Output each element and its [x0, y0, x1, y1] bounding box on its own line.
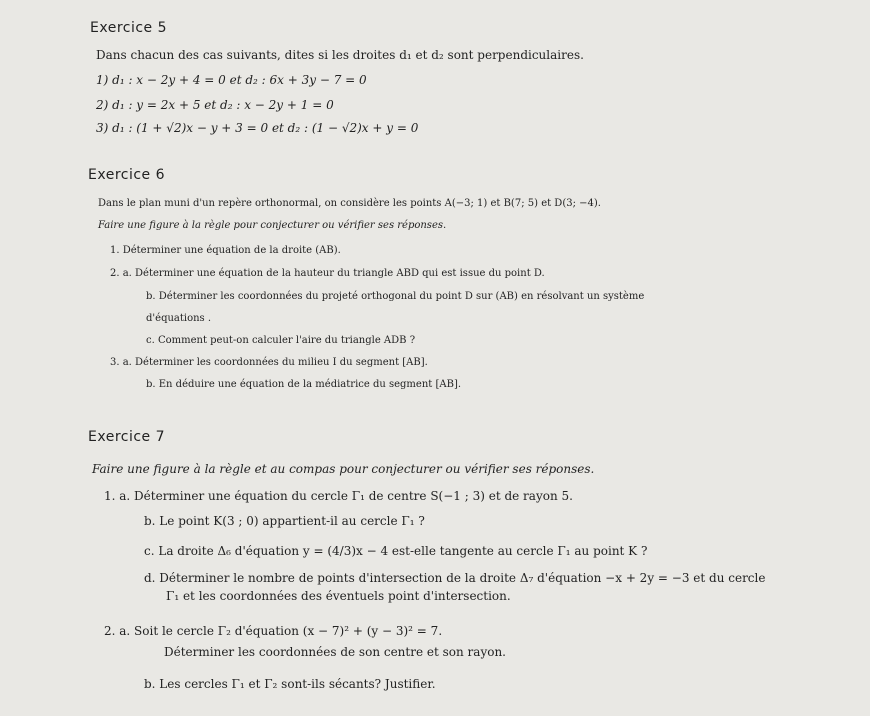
exercise-7-title: Exercice 7 — [88, 429, 166, 445]
exercise-5-q3: 3) d₁ : (1 + √2)x − y + 3 = 0 et d₂ : (1 − √2)x + y = 0 — [96, 121, 419, 135]
exercise-6-q2b-continued: d'équations . — [146, 313, 212, 324]
exercise-6-q3a: 3. a. Déterminer les coordonnées du milieu I du segment [AB]. — [110, 357, 428, 368]
exercise-5-title: Exercice 5 — [90, 20, 168, 36]
exercise-7-q1c: c. La droite Δ₆ d'équation y = (4/3)x − 4 est-elle tangente au cercle Γ₁ au point K ? — [144, 544, 648, 558]
exercise-7-instruction: Faire une figure à la règle et au compas pour conjecturer ou vérifier ses réponses. — [92, 462, 595, 476]
exercise-7-q1d-continued: Γ₁ et les coordonnées des éventuels point d'intersection. — [166, 589, 511, 603]
exercise-7-q2a: 2. a. Soit le cercle Γ₂ d'équation (x − 7)² + (y − 3)² = 7. — [104, 624, 443, 638]
exercise-5-q1: 1) d₁ : x − 2y + 4 = 0 et d₂ : 6x + 3y − 7 = 0 — [96, 73, 367, 87]
exercise-7-q1d: d. Déterminer le nombre de points d'intersection de la droite Δ₇ d'équation −x + 2y = −3 et du cercle — [144, 571, 766, 585]
exercise-6-intro: Dans le plan muni d'un repère orthonormal, on considère les points A(−3; 1) et B(7; 5) et D(3; −4). — [98, 198, 601, 209]
exercise-7-q1b: b. Le point K(3 ; 0) appartient-il au cercle Γ₁ ? — [144, 514, 425, 528]
exercise-7-q1a: 1. a. Déterminer une équation du cercle Γ₁ de centre S(−1 ; 3) et de rayon 5. — [104, 489, 573, 503]
exercise-6-q2b: b. Déterminer les coordonnées du projeté orthogonal du point D sur (AB) en résolvant un système — [146, 291, 645, 302]
exercise-6-title: Exercice 6 — [88, 167, 166, 183]
exercise-6-instruction: Faire une figure à la règle pour conjecturer ou vérifier ses réponses. — [98, 220, 447, 231]
exercise-6-q3b: b. En déduire une équation de la médiatrice du segment [AB]. — [146, 379, 462, 390]
exercise-6-q1: 1. Déterminer une équation de la droite (AB). — [110, 245, 341, 256]
exercise-6-q2c: c. Comment peut-on calculer l'aire du triangle ADB ? — [146, 335, 416, 346]
exercise-7-q2a-continued: Déterminer les coordonnées de son centre et son rayon. — [164, 645, 506, 659]
exercise-7-q2b: b. Les cercles Γ₁ et Γ₂ sont-ils sécants? Justifier. — [144, 677, 436, 691]
exercise-6-q2a: 2. a. Déterminer une équation de la hauteur du triangle ABD qui est issue du point D. — [110, 268, 545, 279]
exercise-5-q2: 2) d₁ : y = 2x + 5 et d₂ : x − 2y + 1 = 0 — [96, 98, 334, 112]
exercise-5-intro: Dans chacun des cas suivants, dites si les droites d₁ et d₂ sont perpendiculaires. — [96, 48, 584, 62]
